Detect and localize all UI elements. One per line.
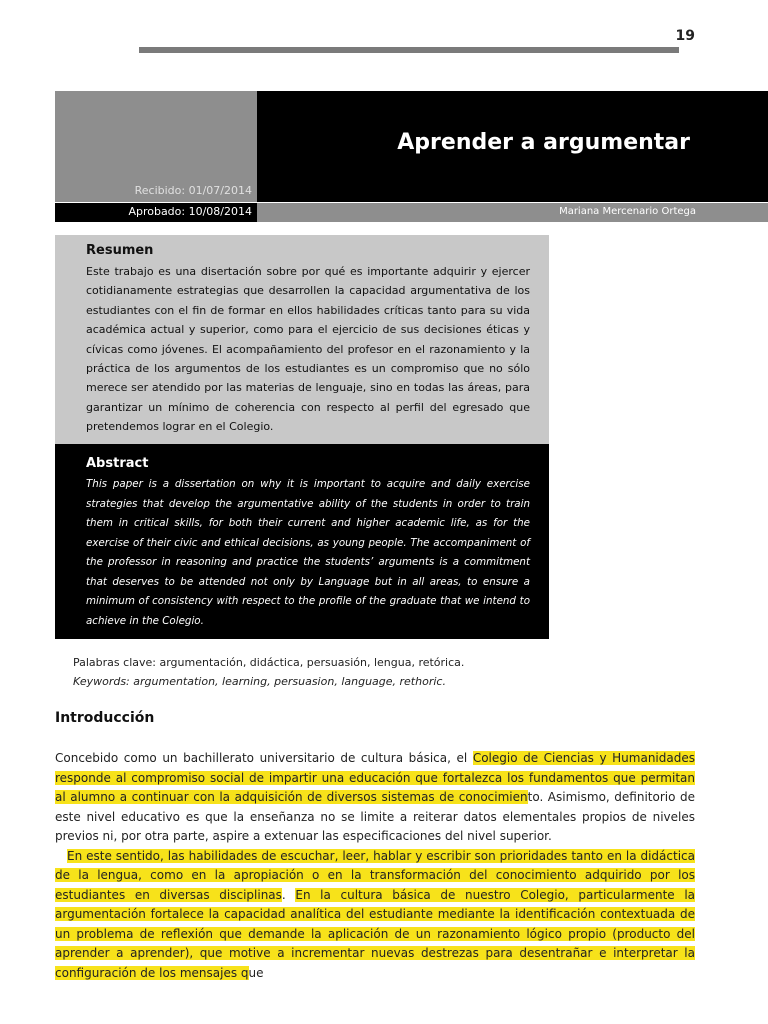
resumen-text: Este trabajo es una disertación sobre por qué es importante adquirir y ejercer cotidianamente estrategias que desarrollen la capacidad argumentativa de los estudiantes con el fin de formar en ellos habilidades críticas tanto para su vida académica actual y superior, como para el ejercicio de sus decisiones éticas y cívicas como jóvenes. El acompañamiento del profesor en el razonamiento y la práctica de los argumentos de los estudiantes es un compromiso que no sólo merece ser atendido por las materias de lenguaje, sino en todas las áreas, para garantizar un mínimo de coherencia con respecto al perfil del egresado que pretendemos lograr en el Colegio.: [86, 265, 530, 434]
highlighted-text: En la cultura básica de nuestro Colegio, particularmente la argumentación fortalece la capacidad analítica del estudiante mediante la identificación contextuada de un problema de reflexión que demande la aplicación de un razonamiento lógico propio (producto del aprender a aprender), que motive a incrementar nuevas destrezas para desentrañar e interpretar la configuración de los mensajes q: [55, 887, 696, 980]
highlighted-text: En este sentido, las habilidades de escuchar, leer, hablar y escribir son prioridades tanto en la didáctica de la lengua, como en la apropiación o en la transformación del conocimiento adquirido por los estudiantes en diversas disciplinas: [55, 848, 695, 902]
highlighted-text: Colegio de Ciencias y Humanidades responde al compromiso social de impartir una educación que fortalezca los fundamentos que permitan al alumno a continuar con la adquisición de diversos sistemas de conocimien: [55, 751, 695, 804]
paragraph-2: [55, 847, 695, 984]
introduccion-body: [55, 749, 695, 983]
abstract-box: [55, 444, 549, 639]
received-date: Recibido: 01/07/2014: [134, 184, 252, 197]
abstract-heading: Abstract: [86, 456, 149, 471]
keywords-es: Palabras clave: argumentación, didáctica, persuasión, lengua, retórica.: [73, 656, 465, 669]
keywords-en: Keywords: argumentation, learning, persuasion, language, rethoric.: [73, 675, 446, 688]
top-rule: [139, 47, 679, 53]
paragraph-2-separator: .: [281, 887, 296, 902]
abstract-text: This paper is a dissertation on why it is important to acquire and daily exercise strategies that develop the argumentative ability of the students in order to train them in critical skills, for both their current and higher academic life, as for the exercise of their civic and ethical decisions, as young people. The accompaniment of the professor in reasoning and practice the students’ arguments is a commitment that deserves to be attended not only by Language but in all areas, to ensure a minimum of consistency with respect to the profile of the graduate that we intend to achieve in the Colegio.: [86, 478, 530, 627]
approved-date: Aprobado: 10/08/2014: [128, 205, 252, 218]
paragraph-2-end: ue: [248, 965, 264, 980]
section-heading-introduccion: Introducción: [55, 710, 155, 726]
article-title: Aprender a argumentar: [397, 130, 690, 155]
keywords-block: [73, 653, 464, 691]
paragraph-1-start: Concebido como un bachillerato universitario de cultura básica, el: [55, 751, 473, 765]
paragraph-1-end: to. Asimismo, definitorio de este nivel educativo es que la enseñanza no se limite a reiterar datos elementales propios de niveles previos ni, por otra parte, aspire a extenuar las especificaciones del nivel superior.: [55, 790, 695, 843]
resumen-heading: Resumen: [86, 243, 154, 258]
author-name: Mariana Mercenario Ortega: [559, 206, 696, 217]
page-number: 19: [675, 28, 695, 44]
paragraph-1: [55, 749, 695, 847]
resumen-box: [55, 235, 549, 444]
